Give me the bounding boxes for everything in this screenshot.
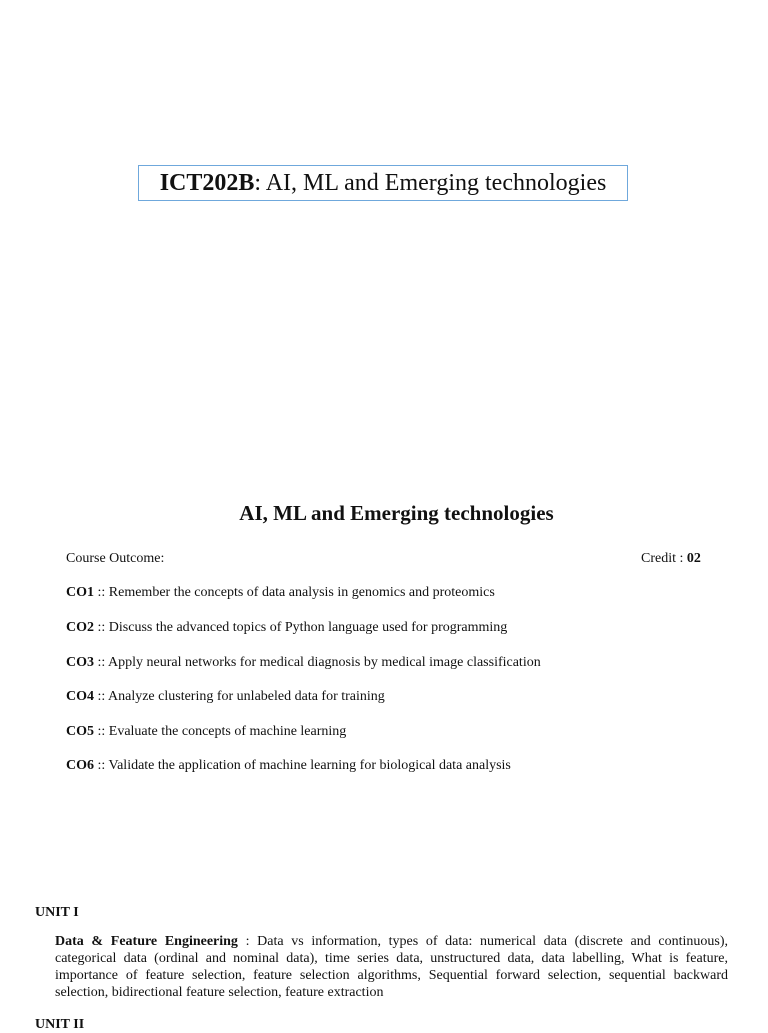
outcome-text: :: Evaluate the concepts of machine learning: [94, 724, 347, 739]
outcome-code: CO6: [66, 758, 94, 773]
outcome-code: CO2: [66, 620, 94, 635]
unit-2-title: UNIT II: [35, 1017, 85, 1032]
unit-1-description: [55, 933, 728, 1001]
outcome-text: :: Apply neural networks for medical diagnosis by medical image classification: [94, 655, 541, 670]
outcome-text: :: Discuss the advanced topics of Python language used for programming: [94, 620, 508, 635]
course-code: ICT202B: [159, 169, 255, 196]
outcome-text: :: Remember the concepts of data analysis in genomics and proteomics: [94, 585, 495, 600]
course-outcome-3: [66, 655, 541, 671]
course-outcome-5: [66, 724, 346, 740]
course-outcome-2: [66, 620, 507, 636]
unit-1-text: : Data vs information, types of data: numerical data (discrete and continuous), categorical data (ordinal and nominal data), time series data, unstructured data, data labelling, What is feature, importance of feature selection, feature selection algorithms, Sequential forward selection, sequential backward selection, bidirectional feature selection, feature extraction: [55, 934, 728, 1000]
outcome-code: CO3: [66, 655, 94, 670]
course-title: : AI, ML and Emerging technologies: [254, 169, 607, 196]
outcome-text: :: Analyze clustering for unlabeled data for training: [94, 689, 385, 704]
outcome-code: CO4: [66, 689, 94, 704]
outcome-code: CO1: [66, 585, 94, 600]
course-outcome-1: [66, 585, 495, 601]
course-code-title-box: [138, 165, 628, 201]
course-outcome-6: [66, 758, 511, 774]
outcome-code: CO5: [66, 724, 94, 739]
page-heading: AI, ML and Emerging technologies: [239, 501, 554, 525]
course-outcome-label: Course Outcome:: [66, 551, 165, 566]
credit-value: 02: [686, 551, 701, 566]
unit-1-title: UNIT I: [35, 905, 79, 920]
course-outcome-4: [66, 689, 385, 705]
credit: [641, 551, 701, 567]
credit-label: Credit :: [641, 551, 687, 566]
outcome-text: :: Validate the application of machine learning for biological data analysis: [94, 758, 511, 773]
unit-1-topic: Data & Feature Engineering: [55, 934, 238, 949]
